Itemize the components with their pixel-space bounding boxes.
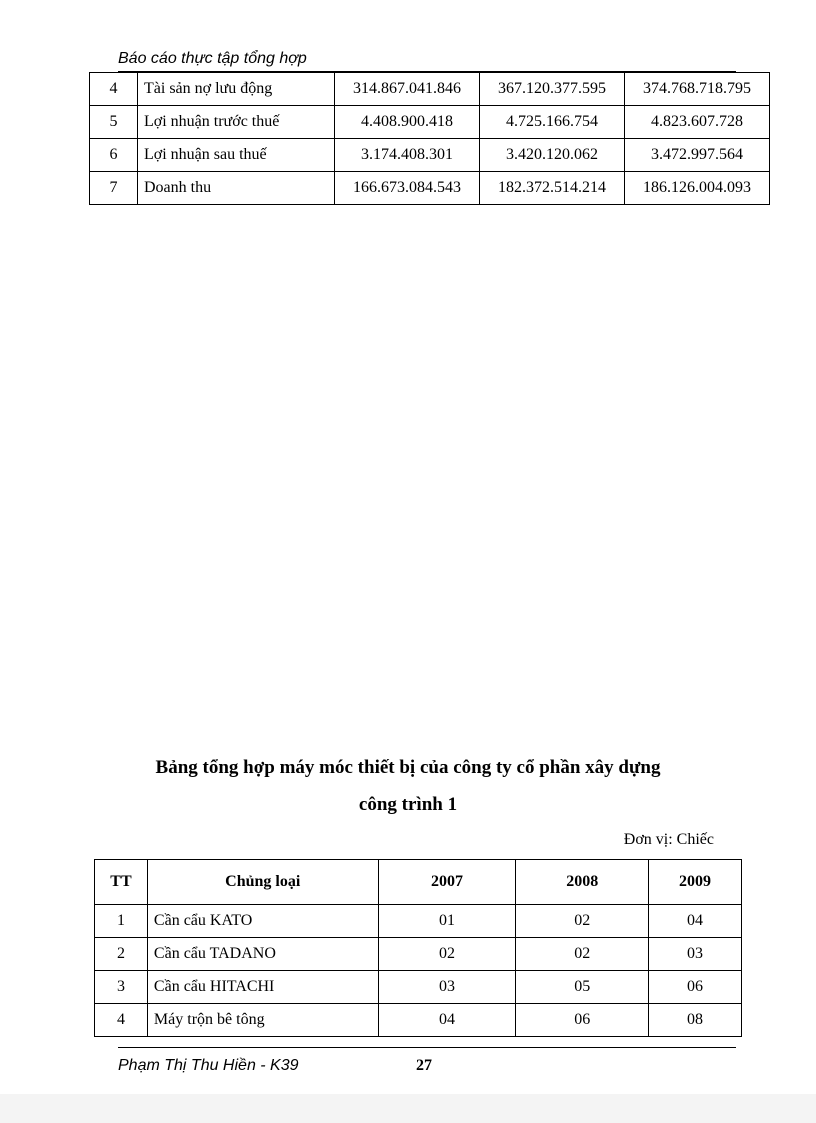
count-cell: 02 (378, 938, 516, 971)
header-year-2009: 2009 (649, 860, 742, 905)
indicator-name: Lợi nhuận sau thuế (138, 139, 335, 172)
header-tt: TT (95, 860, 148, 905)
footer-author: Phạm Thị Thu Hiền - K39 (118, 1057, 299, 1074)
value-cell: 367.120.377.595 (480, 73, 625, 106)
count-cell: 03 (378, 971, 516, 1004)
count-cell: 06 (516, 1004, 649, 1037)
page-header: Báo cáo thực tập tổng hợp (118, 50, 307, 67)
count-cell: 05 (516, 971, 649, 1004)
header-year-2008: 2008 (516, 860, 649, 905)
equipment-name: Cần cẩu HITACHI (147, 971, 378, 1004)
header-year-2007: 2007 (378, 860, 516, 905)
count-cell: 04 (649, 905, 742, 938)
value-cell: 186.126.004.093 (625, 172, 770, 205)
value-cell: 4.725.166.754 (480, 106, 625, 139)
table-row (95, 1004, 742, 1037)
value-cell: 314.867.041.846 (335, 73, 480, 106)
value-cell: 3.174.408.301 (335, 139, 480, 172)
count-cell: 01 (378, 905, 516, 938)
equipment-table-subtitle: công trình 1 (358, 794, 458, 815)
equipment-table (94, 859, 742, 1037)
row-number: 4 (95, 1004, 148, 1037)
row-number: 5 (90, 106, 138, 139)
table-row (90, 139, 770, 172)
header-type: Chủng loại (147, 860, 378, 905)
count-cell: 02 (516, 905, 649, 938)
equipment-name: Cần cẩu KATO (147, 905, 378, 938)
table-header-row (95, 860, 742, 905)
count-cell: 04 (378, 1004, 516, 1037)
equipment-table-title: Bảng tổng hợp máy móc thiết bị của công ty cổ phần xây dựng (155, 757, 661, 778)
count-cell: 08 (649, 1004, 742, 1037)
financial-table (89, 72, 770, 205)
indicator-name: Lợi nhuận trước thuế (138, 106, 335, 139)
table-row (95, 971, 742, 1004)
value-cell: 3.420.120.062 (480, 139, 625, 172)
value-cell: 374.768.718.795 (625, 73, 770, 106)
count-cell: 06 (649, 971, 742, 1004)
value-cell: 182.372.514.214 (480, 172, 625, 205)
value-cell: 4.823.607.728 (625, 106, 770, 139)
value-cell: 166.673.084.543 (335, 172, 480, 205)
equipment-name: Cần cẩu TADANO (147, 938, 378, 971)
page-bottom-band (0, 1094, 816, 1123)
row-number: 1 (95, 905, 148, 938)
value-cell: 3.472.997.564 (625, 139, 770, 172)
row-number: 7 (90, 172, 138, 205)
equipment-name: Máy trộn bê tông (147, 1004, 378, 1037)
table-row (90, 106, 770, 139)
table-row (95, 938, 742, 971)
row-number: 4 (90, 73, 138, 106)
row-number: 3 (95, 971, 148, 1004)
table-row (90, 172, 770, 205)
table-row (95, 905, 742, 938)
count-cell: 03 (649, 938, 742, 971)
row-number: 6 (90, 139, 138, 172)
count-cell: 02 (516, 938, 649, 971)
footer-rule (118, 1047, 736, 1048)
row-number: 2 (95, 938, 148, 971)
indicator-name: Tài sản nợ lưu động (138, 73, 335, 106)
page-number: 27 (416, 1057, 432, 1074)
unit-label: Đơn vị: Chiếc (623, 831, 714, 848)
value-cell: 4.408.900.418 (335, 106, 480, 139)
table-row (90, 73, 770, 106)
indicator-name: Doanh thu (138, 172, 335, 205)
